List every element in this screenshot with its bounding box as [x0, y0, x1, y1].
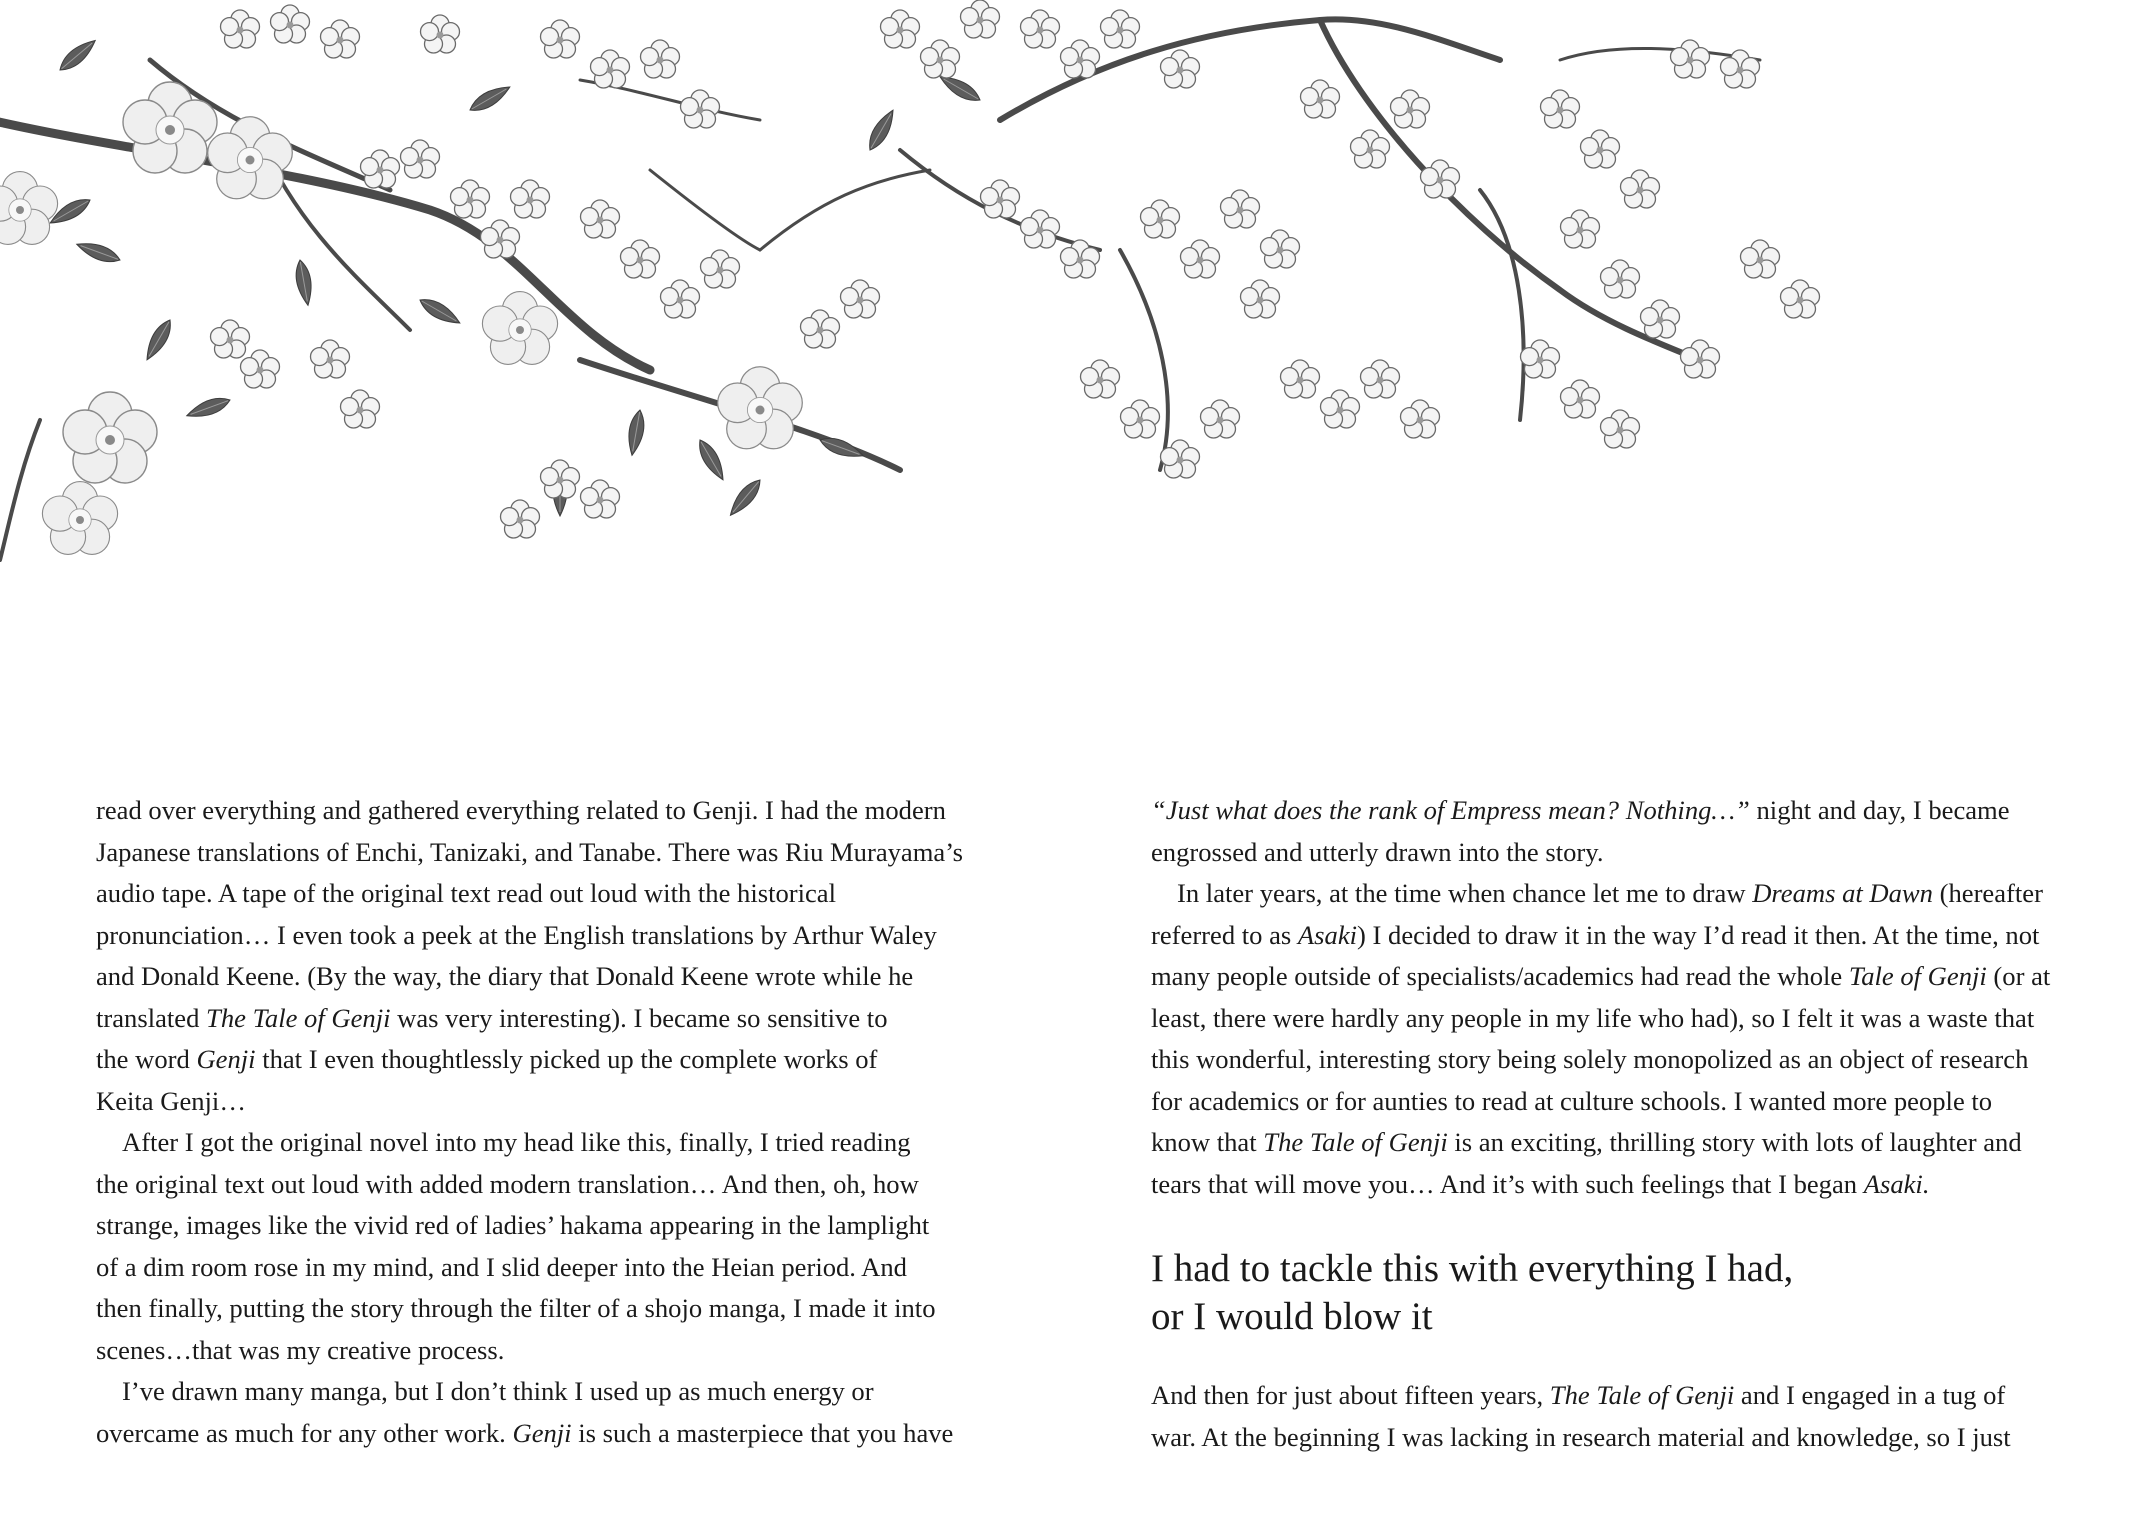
text-line [96, 998, 1001, 1040]
text-segment: audio tape. A tape of the original text read out loud with the historical [96, 878, 837, 908]
text-segment: the original text out loud with added modern translation… And then, oh, how [96, 1168, 919, 1199]
text-segment: scenes…that was my creative process. [96, 1334, 505, 1365]
text-segment: overcame as much for any other work. [96, 1417, 513, 1448]
text-segment: engrossed and utterly drawn into the story. [1151, 836, 1604, 867]
text-line [96, 1039, 1001, 1081]
text-line [1151, 790, 2056, 832]
text-line [1151, 998, 2056, 1040]
text-line [96, 956, 1001, 998]
text-segment: know that [1151, 1127, 1264, 1157]
text-line [96, 832, 1001, 874]
text-line [1151, 1039, 2056, 1081]
italic-text: Tale of Genji [1848, 961, 1987, 991]
text-segment: strange, images like the vivid red of ladies’ hakama appearing in the lamplight [96, 1210, 930, 1240]
text-line [1151, 1122, 2056, 1164]
text-segment: translated [96, 1002, 207, 1033]
text-line [96, 873, 1001, 915]
text-segment: I’ve drawn many manga, but I don’t think I used up as much energy or [122, 1376, 874, 1406]
text-line [96, 915, 1001, 957]
text-segment: and I engaged in a tug of [1734, 1380, 2006, 1410]
left-text-column [96, 790, 1001, 1454]
text-segment: (or at [1986, 961, 2051, 991]
text-line [1151, 956, 2056, 998]
text-segment: ) I decided to draw it in the way I’d read it then. At the time, not [1357, 919, 2040, 950]
italic-text: Asaki [1297, 919, 1358, 950]
text-segment: many people outside of specialists/academics had read the whole [1151, 961, 1849, 991]
text-segment: is an exciting, thrilling story with lots of laughter and [1447, 1127, 2022, 1157]
text-segment: is such a masterpiece that you have [571, 1417, 954, 1448]
italic-text: The Tale of Genji [1263, 1127, 1448, 1157]
text-segment: And then for just about fifteen years, [1151, 1380, 1550, 1410]
right-paragraph-block [1151, 790, 2056, 1205]
text-line [96, 1122, 1001, 1164]
text-line [96, 1247, 1001, 1289]
text-segment: pronunciation… I even took a peek at the English translations by Arthur Waley [96, 919, 937, 950]
text-line [1151, 1164, 2056, 1206]
text-line [96, 1330, 1001, 1372]
right-paragraph-block [1151, 1375, 2056, 1458]
text-line [1151, 1375, 2056, 1417]
text-line [96, 1164, 1001, 1206]
italic-text: The Tale of Genji [206, 1002, 391, 1033]
text-segment: for academics or for aunties to read at culture schools. I wanted more people to [1151, 1085, 1993, 1116]
text-line [1151, 915, 2056, 957]
italic-text: Asaki. [1863, 1168, 1930, 1199]
text-segment: the word [96, 1044, 197, 1074]
section-heading [1151, 1245, 2056, 1341]
text-segment: war. At the beginning I was lacking in research material and knowledge, so I just [1151, 1421, 2011, 1452]
italic-text: Dreams at Dawn [1752, 878, 1933, 908]
text-segment: read over everything and gathered everything related to Genji. I had the modern [96, 795, 946, 825]
text-segment: night and day, I became [1749, 795, 2010, 825]
text-segment: referred to as [1151, 919, 1298, 950]
text-line [96, 1413, 1001, 1455]
text-line [96, 1288, 1001, 1330]
text-line [96, 1081, 1001, 1123]
cherry-blossom-illustration [0, 0, 1830, 590]
text-segment: was very interesting). I became so sensitive to [390, 1002, 888, 1033]
text-segment: After I got the original novel into my head like this, finally, I tried reading [122, 1127, 911, 1157]
text-segment: Japanese translations of Enchi, Tanizaki, and Tanabe. There was Riu Murayama’s [96, 836, 963, 867]
text-segment: of a dim room rose in my mind, and I slid deeper into the Heian period. And [96, 1251, 907, 1282]
text-segment: this wonderful, interesting story being solely monopolized as an object of research [1151, 1044, 2029, 1074]
heading-line: I had to tackle this with everything I had, [1151, 1247, 1794, 1290]
text-line [1151, 1417, 2056, 1459]
heading-line: or I would blow it [1151, 1295, 1433, 1338]
text-segment: and Donald Keene. (By the way, the diary that Donald Keene wrote while he [96, 961, 914, 991]
text-segment: then finally, putting the story through the filter of a shojo manga, I made it into [96, 1293, 936, 1323]
text-segment: tears that will move you… And it’s with such feelings that I began [1151, 1168, 1864, 1199]
text-line [1151, 873, 2056, 915]
text-line [1151, 832, 2056, 874]
text-line [1151, 1081, 2056, 1123]
text-segment: least, there were hardly any people in my life who had), so I felt it was a waste that [1151, 1002, 2035, 1033]
right-text-column [1151, 790, 2056, 1458]
text-line [96, 790, 1001, 832]
text-segment: In later years, at the time when chance let me to draw [1177, 878, 1753, 908]
italic-text: The Tale of Genji [1549, 1380, 1735, 1410]
text-line [96, 1205, 1001, 1247]
text-segment: (hereafter [1932, 878, 2043, 908]
italic-text: Genji [196, 1044, 256, 1074]
italic-text: “Just what does the rank of Empress mean? Nothing…” [1151, 795, 1750, 825]
text-segment: that I even thoughtlessly picked up the complete works of [255, 1044, 878, 1074]
italic-text: Genji [512, 1417, 572, 1448]
text-segment: Keita Genji… [96, 1085, 246, 1116]
text-line [96, 1371, 1001, 1413]
